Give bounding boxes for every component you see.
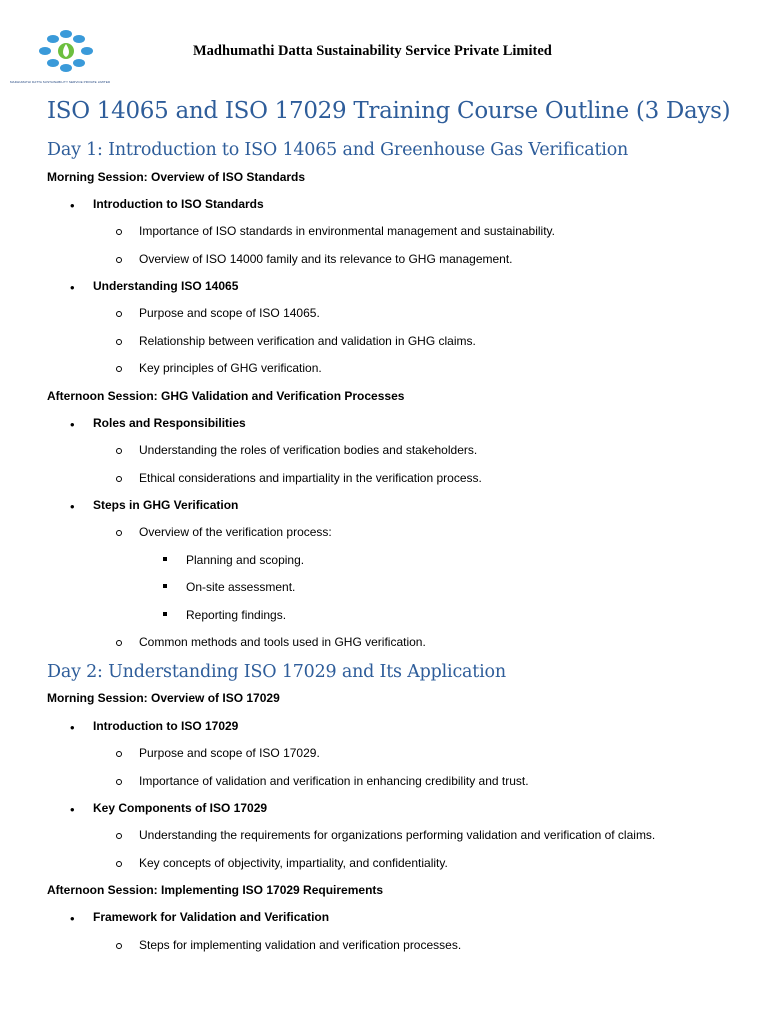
list-item: Relationship between verification and validation in GHG claims. [139,334,476,348]
topic-label: Understanding ISO 14065 [93,279,239,293]
topic-label: Introduction to ISO 17029 [93,719,239,733]
list-item: Key concepts of objectivity, impartiality, and confidentiality. [139,856,448,870]
bullet-icon: • [70,417,75,432]
day2-morning-heading: Morning Session: Overview of ISO 17029 [47,691,280,705]
list-item: Overview of the verification process: [139,525,332,539]
list-item: Understanding the requirements for organizations performing validation and verification of claims. [139,828,656,842]
list-item: Importance of validation and verification in enhancing credibility and trust. [139,774,529,788]
day1-heading: Day 1: Introduction to ISO 14065 and Greenhouse Gas Verification [47,140,629,160]
list-item: Understanding the roles of verification bodies and stakeholders. [139,443,478,457]
company-name: Madhumathi Datta Sustainability Service Private Limited [193,43,552,59]
bullet-icon: • [70,911,75,926]
list-item: Purpose and scope of ISO 14065. [139,306,320,320]
square-bullet-icon [163,557,167,561]
circle-bullet-icon [116,943,122,949]
square-bullet-icon [163,612,167,616]
circle-bullet-icon [116,779,122,785]
circle-bullet-icon [116,229,122,235]
circle-bullet-icon [116,366,122,372]
circle-bullet-icon [116,751,122,757]
circle-bullet-icon [116,476,122,482]
circle-bullet-icon [116,339,122,345]
topic-label: Key Components of ISO 17029 [93,801,268,815]
topic-label: Steps in GHG Verification [93,498,239,512]
bullet-icon: • [70,280,75,295]
square-bullet-icon [163,584,167,588]
topic-label: Roles and Responsibilities [93,416,246,430]
circle-bullet-icon [116,530,122,536]
day2-heading: Day 2: Understanding ISO 17029 and Its Application [47,662,506,682]
company-logo [10,22,122,88]
sub-list-item: Planning and scoping. [186,553,305,567]
bullet-icon: • [70,198,75,213]
day2-afternoon-heading: Afternoon Session: Implementing ISO 17029 Requirements [47,883,384,897]
circle-bullet-icon [116,861,122,867]
bullet-icon: • [70,499,75,514]
topic-label: Framework for Validation and Verification [93,910,330,924]
circle-bullet-icon [116,640,122,646]
list-item: Ethical considerations and impartiality in the verification process. [139,471,482,485]
list-item: Common methods and tools used in GHG verification. [139,635,426,649]
logo-caption: MADHUMATHI DATTA SUSTAINABILITY SERVICE PRIVATE LIMITED [10,80,111,84]
sub-list-item: On-site assessment. [186,580,296,594]
list-item: Steps for implementing validation and verification processes. [139,938,462,952]
day1-afternoon-heading: Afternoon Session: GHG Validation and Verification Processes [47,389,405,403]
bullet-icon: • [70,720,75,735]
topic-label: Introduction to ISO Standards [93,197,264,211]
list-item: Importance of ISO standards in environmental management and sustainability. [139,224,556,238]
circle-bullet-icon [116,257,122,263]
list-item: Purpose and scope of ISO 17029. [139,746,320,760]
circle-bullet-icon [116,833,122,839]
circle-bullet-icon [116,448,122,454]
document-title: ISO 14065 and ISO 17029 Training Course Outline (3 Days) [47,98,731,124]
circle-bullet-icon [116,311,122,317]
list-item: Key principles of GHG verification. [139,361,322,375]
list-item: Overview of ISO 14000 family and its relevance to GHG management. [139,252,513,266]
bullet-icon: • [70,802,75,817]
day1-morning-heading: Morning Session: Overview of ISO Standards [47,170,306,184]
sub-list-item: Reporting findings. [186,608,287,622]
